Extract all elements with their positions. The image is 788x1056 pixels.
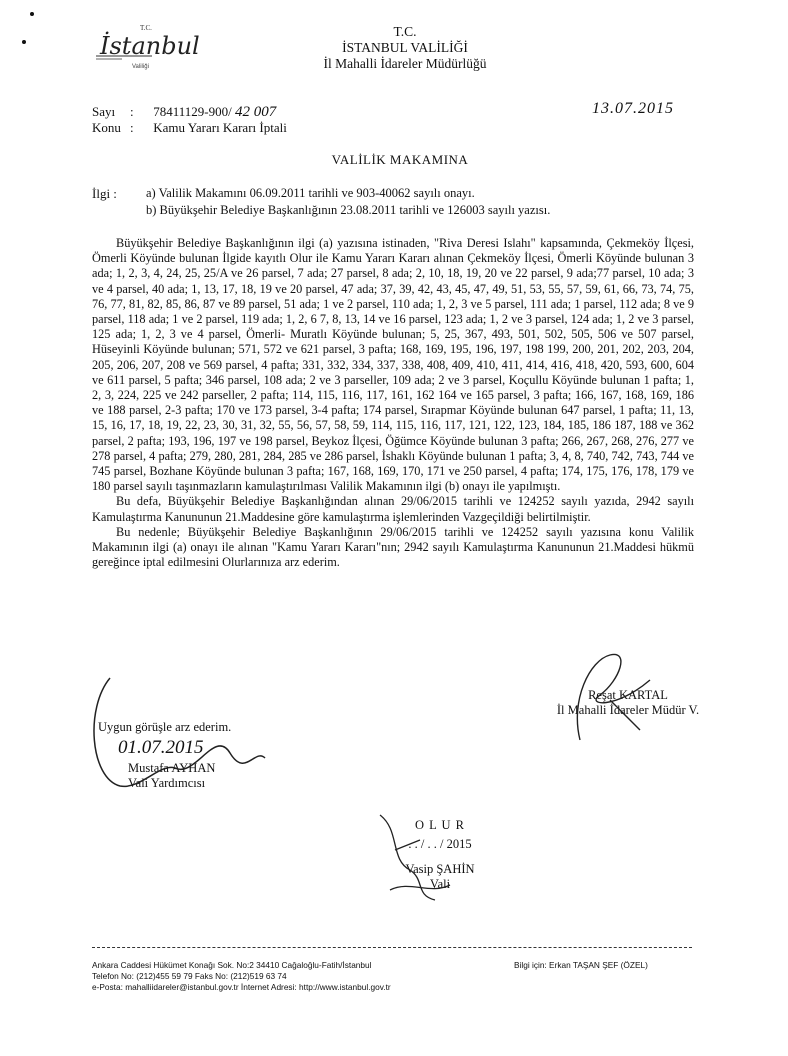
header-mudurluk: İl Mahalli İdareler Müdürlüğü bbox=[323, 56, 487, 71]
footer-email: e-Posta: mahalliidareler@istanbul.gov.tr İnternet Adresi: http://www.istanbul.gov.tr bbox=[92, 982, 391, 992]
footer-phone: Telefon No: (212)455 59 79 Faks No: (212)519 63 74 bbox=[92, 971, 287, 981]
addressee: VALİLİK MAKAMINA bbox=[331, 152, 469, 167]
sayi-label: Sayı bbox=[92, 104, 116, 119]
body-paragraph-2: Bu defa, Büyükşehir Belediye Başkanlığından alınan 29/06/2015 tarihli ve 124252 sayılı yazıda, 2942 sayılı Kamulaştırma Kanununun 21.Maddesine göre kamulaştırma işlemlerinden Vazgeçildiği belirtilmiştir. bbox=[92, 494, 694, 524]
konu-row bbox=[92, 120, 287, 136]
sayi-row bbox=[92, 104, 276, 121]
svg-text:T.C.: T.C. bbox=[140, 24, 152, 32]
signer-left-title: Vali Yardımcısı bbox=[128, 776, 206, 790]
signature-left bbox=[80, 668, 280, 798]
header-tc: T.C. bbox=[393, 24, 417, 39]
footer-info: Bilgi için: Erkan TAŞAN ŞEF (ÖZEL) bbox=[514, 960, 648, 970]
konu-value: Kamu Yararı Kararı İptali bbox=[153, 120, 287, 135]
signer-left-name: Mustafa AYHAN bbox=[128, 761, 216, 775]
sayi-colon: : bbox=[130, 104, 134, 119]
svg-text:İstanbul: İstanbul bbox=[100, 32, 200, 60]
sayi-handwritten: 42 007 bbox=[234, 104, 277, 120]
signature-approval bbox=[360, 800, 470, 910]
signer-right-title: İl Mahalli İdareler Müdür V. bbox=[556, 703, 700, 717]
body-paragraph-3: Bu nedenle; Büyükşehir Belediye Başkanlığının 29/06/2015 tarihli ve 124252 sayılı yazısına konu Valilik Makamının ilgi (a) onayı ile alınan "Kamu Yararı Kararı"nın; 2942 sayılı Kamulaştırma Kanununun 21.Maddesi hükmü gereğince iptal edilmesini Olurlarınıza arz ederim. bbox=[92, 524, 694, 570]
letter-body bbox=[92, 236, 694, 570]
signature-right bbox=[540, 640, 680, 750]
konu-label: Konu bbox=[92, 120, 121, 135]
ilgi-b: b) Büyükşehir Belediye Başkanlığının 23.08.2011 tarihli ve 126003 sayılı yazısı. bbox=[146, 203, 551, 217]
signer-left-date: 01.07.2015 bbox=[118, 737, 204, 758]
stray-dot bbox=[22, 40, 26, 44]
footer-divider bbox=[92, 947, 692, 948]
handwritten-date: 13.07.2015 bbox=[592, 100, 674, 117]
header-valilik: İSTANBUL VALİLİĞİ bbox=[342, 40, 468, 55]
stray-dot bbox=[30, 12, 34, 16]
konu-colon: : bbox=[130, 120, 134, 135]
approval-name: Vasip ŞAHİN bbox=[405, 862, 475, 876]
istanbul-governorship-logo bbox=[92, 18, 222, 70]
body-paragraph-1: Büyükşehir Belediye Başkanlığının ilgi (a) yazısına istinaden, "Riva Deresi Islahı" kapsamında, Çekmeköy İlçesi, Ömerli Köyünde bulunan İlgide kayıtlı Olur ile Kamu Yararı Kararı alınan Çekmeköy İlçesi, Ömerli Köyünde bulunan 3 ada; 1, 2, 3, 4, 24, 25, 25/A ve 26 parsel, 7 ada; 27 parsel, 8 ada; 2, 10, 18, 19, 20 ve 22 parsel, 9 ada;77 parsel, 10 ada; 3 ve 4 parsel, 40 ada; 1, 13, 17, 18, 19 ve 20 parsel, 47 ada; 37, 39, 42, 43, 45, 47, 49, 51, 53, 55, 57, 59, 61, 66, 73, 74, 75, 76, 77, 81, 82, 85, 86, 87 ve 89 parsel, 51 ada; 1 ve 2 parsel, 110 ada; 1, 2, 3 ve 5 parsel, 111 ada; 1 parsel, 112 ada; 8 ve 9 parsel, 118 ada; 1 ve 2 parsel, 119 ada; 1, 2, 6 7, 8, 13, 14 ve 16 parsel, 123 ada; 1, 2 ve 3 parsel, 124 ada; 1, 2 ve 3 parsel, 125 ada; 1, 2, 3 ve 4 parsel, Ömerli- Muratlı Köyünde bulunan; 5, 25, 367, 493, 501, 502, 505, 506 ve 507 parsel, Hüseyinli Köyünde bulunan; 571, 572 ve 621 parsel, 3 pafta; 168, 169, 195, 196, 197, 198 199, 200, 201, 202, 203, 204, 205, 206, 207, 208 ve 569 parsel, 4 pafta; 331, 332, 334, 337, 338, 408, 409, 410, 411, 414, 416, 418, 420, 593, 600, 604 ve 611 parsel, 5 pafta; 346 parsel, 108 ada; 2 ve 3 parseller, 109 ada; 2 ve 3 parsel, Koçullu Köyünde bulunan 1 pafta; 1, 2, 3, 224, 225 ve 242 parseller, 2 pafta; 114, 115, 116, 117, 161, 162 164 ve 165 parsel, 3 pafta; 166, 167, 168, 169, 186 ve 188 parsel, 2-3 pafta; 170 ve 173 parsel, 3-4 pafta; 174 parsel, Sırapmar Köyünde bulunan 647 parsel, 1 pafta; 11, 13, 15, 16, 17, 18, 19, 22, 23, 30, 31, 32, 55, 56, 57, 58, 59, 114, 115, 116, 117, 121, 122, 123, 184, 185, 186 187, 188 ve 362 parsel, 2 pafta; 193, 196, 197 ve 198 parsel, Beykoz İlçesi, Öğümce Köyünde bulunan 3 pafta; 266, 267, 268, 276, 277 ve 278 parsel, 4 pafta; 279, 280, 281, 284, 285 ve 286 parsel, İshaklı Köyünde bulunan 1 pafta; 3, 4, 8, 740, 742, 743, 744 ve 745 parsel, Bozhane Köyünde bulunan 3 pafta; 167, 168, 169, 170, 171 ve 250 parsel, 4 pafta; 174, 175, 176, 178, 179 ve 180 parsel sayılı taşınmazların kamulaştırılması Valilik Makamının ilgi (b) onayı ile yapılmıştı. bbox=[92, 236, 694, 494]
signer-right-name: Reşat KARTAL bbox=[588, 688, 668, 702]
sayi-value: 78411129-900/ bbox=[153, 104, 232, 119]
signer-left-line: Uygun görüşle arz ederim. bbox=[98, 720, 232, 734]
ilgi-label: İlgi : bbox=[92, 186, 117, 201]
ilgi-a: a) Valilik Makamını 06.09.2011 tarihli ve 903-40062 sayılı onayı. bbox=[146, 186, 475, 200]
letterhead bbox=[240, 24, 570, 72]
footer-address: Ankara Caddesi Hükümet Konağı Sok. No:2 34410 Cağaloğlu-Fatih/İstanbul bbox=[92, 960, 372, 970]
approval-olur: O L U R bbox=[415, 818, 465, 832]
approval-title: Vali bbox=[429, 877, 451, 891]
footer-contact bbox=[92, 960, 391, 993]
svg-text:Valiliği: Valiliği bbox=[132, 64, 149, 70]
approval-date: . . / . . / 2015 bbox=[408, 837, 472, 851]
